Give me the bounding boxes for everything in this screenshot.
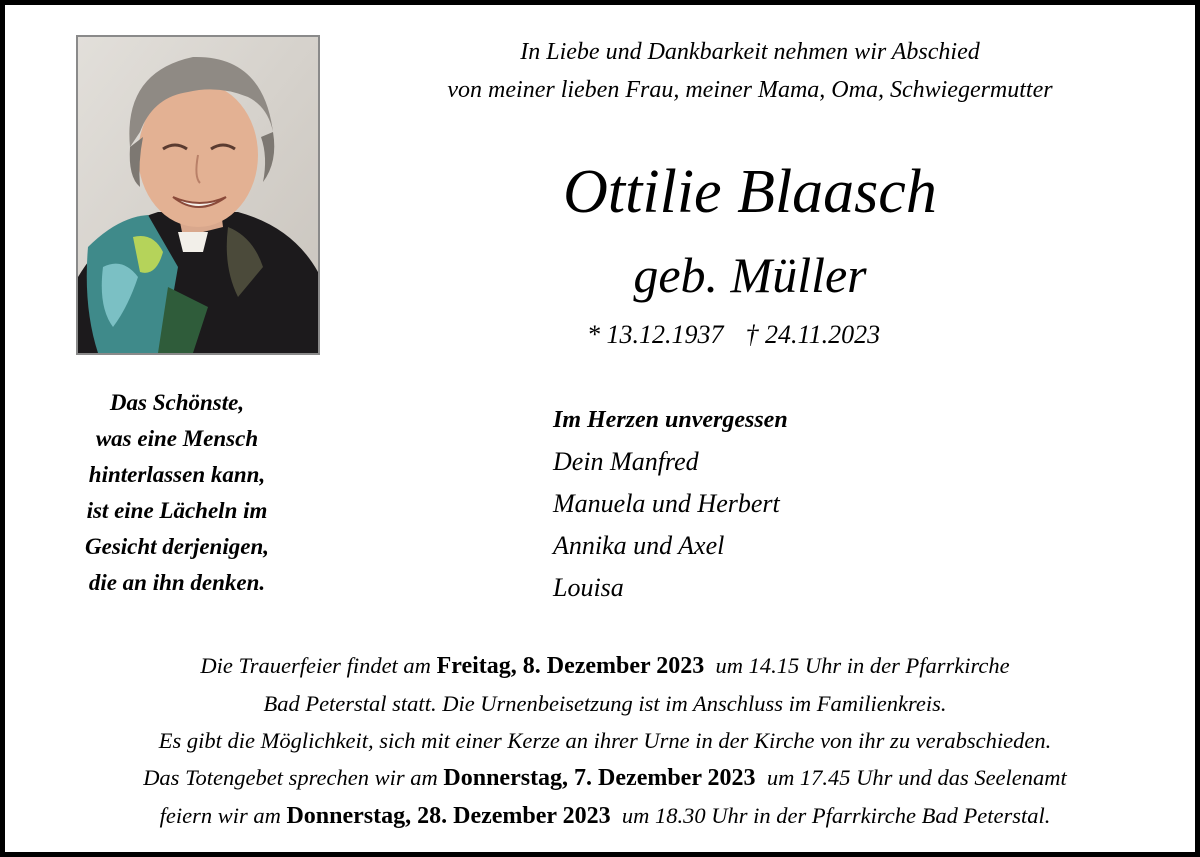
mourner-name: Louisa (553, 573, 624, 602)
portrait-photo-icon (78, 37, 318, 353)
quote-line: hinterlassen kann, (88, 462, 266, 487)
quote-line: die an ihn denken. (88, 570, 266, 595)
details-line-3: Es gibt die Möglichkeit, sich mit einer Kerze an ihrer Urne in der Kirche von ihr zu verabschieden. (158, 728, 1052, 753)
birth-name: geb. Müller (633, 247, 867, 303)
portrait-photo (76, 35, 320, 355)
details-line-1 (25, 647, 1185, 685)
requiem-date: Donnerstag, 28. Dezember 2023 (286, 803, 611, 829)
mourner-name: Manuela und Herbert (553, 489, 780, 518)
death-date: † 24.11.2023 (745, 320, 881, 349)
quote-line: was eine Mensch (95, 426, 259, 451)
details-line-4 (25, 759, 1185, 797)
mourner-name: Annika und Axel (553, 531, 725, 560)
quote-line: ist eine Lächeln im (86, 498, 268, 523)
details-text: Die Trauerfeier findet am (200, 653, 437, 678)
details-line-2: Bad Peterstal statt. Die Urnenbeisetzung ist im Anschluss im Familienkreis. (263, 691, 947, 716)
details-line-5 (25, 797, 1185, 835)
funeral-date: Freitag, 8. Dezember 2023 (436, 653, 705, 679)
deceased-name: Ottilie Blaasch (563, 158, 937, 226)
memorial-quote (35, 385, 319, 601)
life-dates (587, 319, 880, 350)
birth-date: * 13.12.1937 (587, 320, 724, 349)
prayer-date: Donnerstag, 7. Dezember 2023 (443, 765, 756, 791)
details-text: um 17.45 Uhr und das Seelenamt (755, 765, 1067, 790)
quote-line: Gesicht derjenigen, (85, 534, 269, 559)
mourner-name: Dein Manfred (553, 447, 699, 476)
quote-line: Das Schönste, (109, 390, 245, 415)
intro-line-1: In Liebe und Dankbarkeit nehmen wir Abschied (520, 39, 980, 65)
details-text: um 18.30 Uhr in der Pfarrkirche Bad Peterstal. (610, 803, 1051, 828)
details-text: Das Totengebet sprechen wir am (143, 765, 444, 790)
intro-line-2: von meiner lieben Frau, meiner Mama, Oma, Schwiegermutter (447, 77, 1053, 103)
details-text: feiern wir am (159, 803, 287, 828)
mourners-heading: Im Herzen unvergessen (553, 407, 788, 433)
mourners-list (553, 399, 788, 609)
funeral-details (25, 647, 1185, 835)
details-text: um 14.15 Uhr in der Pfarrkirche (704, 653, 1010, 678)
